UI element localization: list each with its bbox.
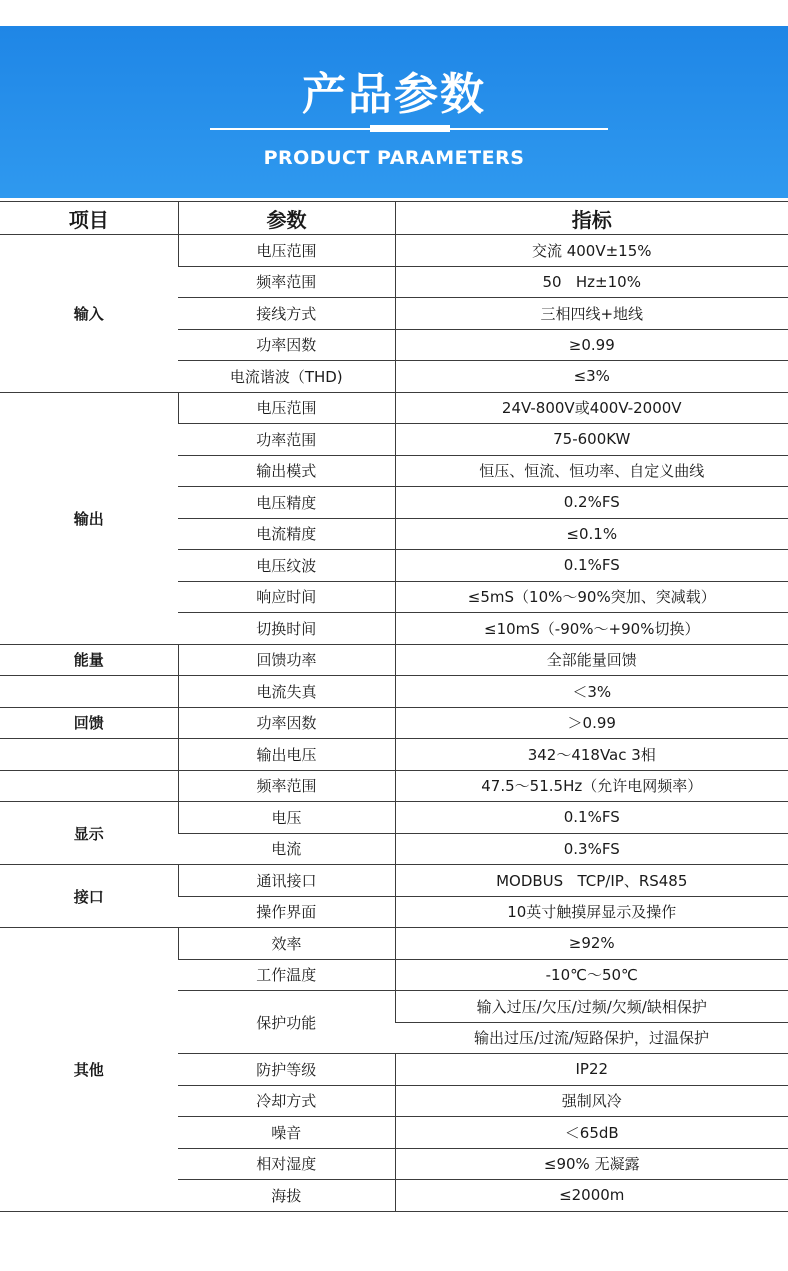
param-cell: 防护等级: [178, 1054, 395, 1086]
table-row: [0, 392, 788, 424]
group-empty-cell: [0, 676, 178, 708]
value-cell: 0.1%FS: [395, 802, 788, 834]
value-cell: -10℃～50℃: [395, 959, 788, 991]
value-cell: 50 Hz±10%: [395, 266, 788, 298]
group-display: 显示: [0, 802, 178, 865]
value-cell: ＜65dB: [395, 1117, 788, 1149]
value-cell: 恒压、恒流、恒功率、自定义曲线: [395, 455, 788, 487]
value-cell: 47.5～51.5Hz（允许电网频率）: [395, 770, 788, 802]
param-cell: 功率范围: [178, 424, 395, 456]
param-cell: 输出电压: [178, 739, 395, 771]
table-row: [0, 865, 788, 897]
value-cell: 三相四线+地线: [395, 298, 788, 330]
value-cell: 输出过压/过流/短路保护，过温保护: [395, 1022, 788, 1054]
table-header-row: [0, 202, 788, 235]
group-input: 输入: [0, 235, 178, 393]
table-row: [0, 802, 788, 834]
value-cell: ＜3%: [395, 676, 788, 708]
param-cell: 相对湿度: [178, 1148, 395, 1180]
value-cell: MODBUS TCP/IP、RS485: [395, 865, 788, 897]
param-cell: 电压范围: [178, 235, 395, 267]
param-cell: 响应时间: [178, 581, 395, 613]
param-cell: 电压范围: [178, 392, 395, 424]
title-divider-accent: [370, 125, 450, 132]
value-cell: ≥0.99: [395, 329, 788, 361]
parameters-table: [0, 201, 788, 1212]
value-cell: 输入过压/欠压/过频/欠频/缺相保护: [395, 991, 788, 1023]
value-cell: 10英寸触摸屏显示及操作: [395, 896, 788, 928]
header-spec: 指标: [395, 202, 788, 235]
value-cell: 全部能量回馈: [395, 644, 788, 676]
param-cell: 功率因数: [178, 707, 395, 739]
table-row: [0, 707, 788, 739]
param-cell: 噪音: [178, 1117, 395, 1149]
page-subtitle: PRODUCT PARAMETERS: [263, 147, 525, 169]
value-cell: ≤2000m: [395, 1180, 788, 1212]
param-cell: 通讯接口: [178, 865, 395, 897]
value-cell: ≤90% 无凝露: [395, 1148, 788, 1180]
param-cell: 输出模式: [178, 455, 395, 487]
param-cell: 电流失真: [178, 676, 395, 708]
param-cell: 保护功能: [178, 991, 395, 1054]
table-row: [0, 644, 788, 676]
param-cell: 切换时间: [178, 613, 395, 645]
value-cell: 24V-800V或400V-2000V: [395, 392, 788, 424]
param-cell: 电压: [178, 802, 395, 834]
value-cell: 交流 400V±15%: [395, 235, 788, 267]
table-row: [0, 739, 788, 771]
value-cell: 0.3%FS: [395, 833, 788, 865]
param-cell: 电流精度: [178, 518, 395, 550]
value-cell: 75-600KW: [395, 424, 788, 456]
header-parameter: 参数: [178, 202, 395, 235]
param-cell: 接线方式: [178, 298, 395, 330]
param-cell: 电流谐波（THD): [178, 361, 395, 393]
param-cell: 回馈功率: [178, 644, 395, 676]
param-cell: 电压纹波: [178, 550, 395, 582]
value-cell: ≤3%: [395, 361, 788, 393]
value-cell: ≤10mS（-90%～+90%切换）: [395, 613, 788, 645]
param-cell: 工作温度: [178, 959, 395, 991]
value-cell: 0.1%FS: [395, 550, 788, 582]
param-cell: 电流: [178, 833, 395, 865]
table-row: [0, 770, 788, 802]
value-cell: ≤0.1%: [395, 518, 788, 550]
value-cell: 0.2%FS: [395, 487, 788, 519]
group-interface: 接口: [0, 865, 178, 928]
header-item: 项目: [0, 202, 178, 235]
param-cell: 频率范围: [178, 266, 395, 298]
value-cell: ≤5mS（10%～90%突加、突减载）: [395, 581, 788, 613]
group-feedback: 回馈: [0, 707, 178, 739]
value-cell: 342～418Vac 3相: [395, 739, 788, 771]
param-cell: 操作界面: [178, 896, 395, 928]
table-row: [0, 235, 788, 267]
group-empty-cell: [0, 739, 178, 771]
param-cell: 功率因数: [178, 329, 395, 361]
page-title: 产品参数: [302, 69, 486, 120]
param-cell: 海拔: [178, 1180, 395, 1212]
group-empty-cell: [0, 770, 178, 802]
table-row: [0, 928, 788, 960]
value-cell: IP22: [395, 1054, 788, 1086]
group-output: 输出: [0, 392, 178, 644]
param-cell: 冷却方式: [178, 1085, 395, 1117]
group-energy: 能量: [0, 644, 178, 676]
value-cell: 强制风冷: [395, 1085, 788, 1117]
group-other: 其他: [0, 928, 178, 1212]
param-cell: 效率: [178, 928, 395, 960]
table-row: [0, 676, 788, 708]
value-cell: ＞0.99: [395, 707, 788, 739]
value-cell: ≥92%: [395, 928, 788, 960]
param-cell: 电压精度: [178, 487, 395, 519]
param-cell: 频率范围: [178, 770, 395, 802]
